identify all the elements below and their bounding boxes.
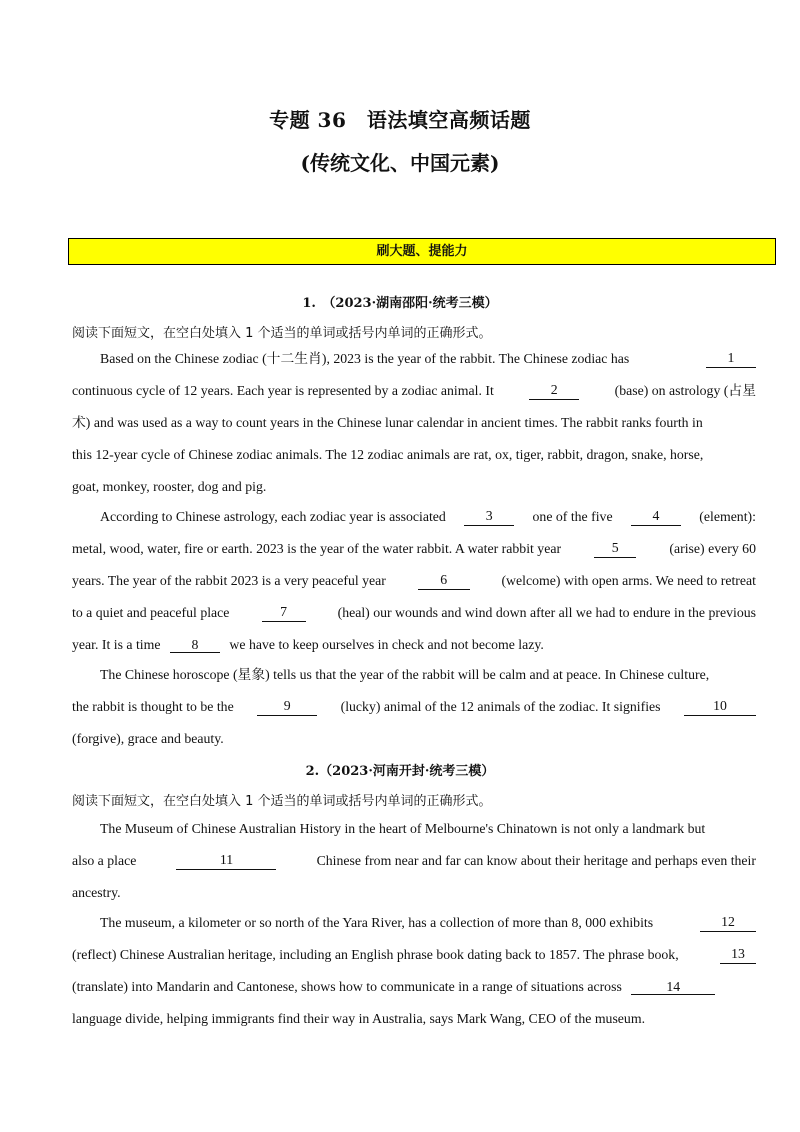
- q1-p1-line-2: [72, 382, 756, 400]
- blank-12[interactable]: 12: [700, 914, 756, 932]
- blank-4[interactable]: 4: [631, 508, 681, 526]
- q1-p3-line-3: (forgive), grace and beauty.: [72, 731, 224, 746]
- q1-p2-line-4: [72, 604, 756, 622]
- q2-p2-line-4: language divide, helping immigrants find their way in Australia, says Mark Wang, CEO of the museum.: [72, 1011, 646, 1026]
- blank-7[interactable]: 7: [262, 604, 306, 622]
- text-span: (welcome) with open arms. We need to retreat: [501, 573, 756, 588]
- text-span: year. It is a time: [72, 637, 161, 652]
- question-2-heading: 2.（2023·河南开封·统考三模）: [305, 764, 495, 779]
- blank-2[interactable]: 2: [529, 382, 579, 400]
- blank-10[interactable]: 10: [684, 698, 756, 716]
- blank-11[interactable]: 11: [176, 852, 276, 870]
- text-span: (lucky) animal of the 12 animals of the zodiac. It signifies: [340, 699, 661, 714]
- text-span: we have to keep ourselves in check and not become lazy.: [229, 637, 544, 652]
- text-span: (translate) into Mandarin and Cantonese, shows how to communicate in a range of situations across: [72, 979, 622, 994]
- text-span: also a place: [72, 853, 137, 868]
- q2-p1-line-2: [72, 852, 756, 870]
- question-1-heading: 1. （2023·湖南邵阳·统考三模）: [302, 296, 498, 311]
- q2-p1-line-3: ancestry.: [72, 885, 121, 900]
- text-span: (arise) every 60: [669, 541, 756, 556]
- q1-p1-line-1: [100, 350, 756, 368]
- q1-p1-line-5: goat, monkey, rooster, dog and pig.: [72, 479, 267, 494]
- text-span: the rabbit is thought to be the: [72, 699, 234, 714]
- q2-p2-line-2: [72, 946, 756, 964]
- text-span: (base) on astrology (占星: [614, 383, 756, 398]
- text-span: metal, wood, water, fire or earth. 2023 is the year of the water rabbit. A water rabbit year: [72, 541, 562, 556]
- q2-p2-line-3: [72, 978, 756, 996]
- q1-p3-line-2: [72, 698, 756, 716]
- question-2-instruction: 阅读下面短文，在空白处填入 1 个适当的单词或括号内单词的正确形式。: [72, 794, 492, 809]
- blank-5[interactable]: 5: [594, 540, 636, 558]
- blank-1[interactable]: 1: [706, 350, 756, 368]
- page-title: 专题 36 语法填空高频话题: [269, 108, 531, 132]
- text-span: Chinese from near and far can know about their heritage and perhaps even their: [316, 853, 756, 868]
- q1-p2-line-3: [72, 572, 756, 590]
- q1-p2-line-2: [72, 540, 756, 558]
- text-span: one of the five: [532, 509, 613, 524]
- q1-p1-line-4: this 12-year cycle of Chinese zodiac animals. The 12 zodiac animals are rat, ox, tiger, rabbit, dragon, snake, horse,: [72, 447, 704, 462]
- text-span: to a quiet and peaceful place: [72, 605, 230, 620]
- q2-p1-line-1: The Museum of Chinese Australian History in the heart of Melbourne's Chinatown is not only a landmark but: [100, 821, 706, 836]
- blank-6[interactable]: 6: [418, 572, 470, 590]
- text-span: Based on the Chinese zodiac (十二生肖), 2023 is the year of the rabbit. The Chinese zodiac has: [100, 351, 630, 366]
- page-subtitle: (传统文化、中国元素): [300, 151, 500, 175]
- text-span: (heal) our wounds and wind down after all we had to endure in the previous: [337, 605, 756, 620]
- section-banner: 刷大题、提能力: [68, 238, 776, 265]
- blank-13[interactable]: 13: [720, 946, 756, 964]
- blank-3[interactable]: 3: [464, 508, 514, 526]
- text-span: According to Chinese astrology, each zodiac year is associated: [100, 509, 446, 524]
- blank-9[interactable]: 9: [257, 698, 317, 716]
- text-span: (reflect) Chinese Australian heritage, including an English phrase book dating back to 1857. The phrase book,: [72, 947, 679, 962]
- blank-8[interactable]: 8: [170, 637, 220, 653]
- text-span: (element):: [699, 509, 756, 524]
- question-1-instruction: 阅读下面短文，在空白处填入 1 个适当的单词或括号内单词的正确形式。: [72, 326, 492, 341]
- q1-p2-line-1: [100, 508, 756, 526]
- text-span: continuous cycle of 12 years. Each year is represented by a zodiac animal. It: [72, 383, 494, 398]
- text-span: years. The year of the rabbit 2023 is a very peaceful year: [72, 573, 386, 588]
- text-span: The museum, a kilometer or so north of the Yara River, has a collection of more than 8, 000 exhibits: [100, 915, 654, 930]
- blank-14[interactable]: 14: [631, 979, 715, 995]
- q2-p2-line-1: [100, 914, 756, 932]
- q1-p2-line-5: [72, 636, 756, 654]
- q1-p1-line-3: 术) and was used as a way to count years in the Chinese lunar calendar in ancient times. The rabbit ranks fourth in: [72, 415, 703, 430]
- q1-p3-line-1: The Chinese horoscope (星象) tells us that the year of the rabbit will be calm and at peace. In Chinese culture,: [100, 667, 710, 682]
